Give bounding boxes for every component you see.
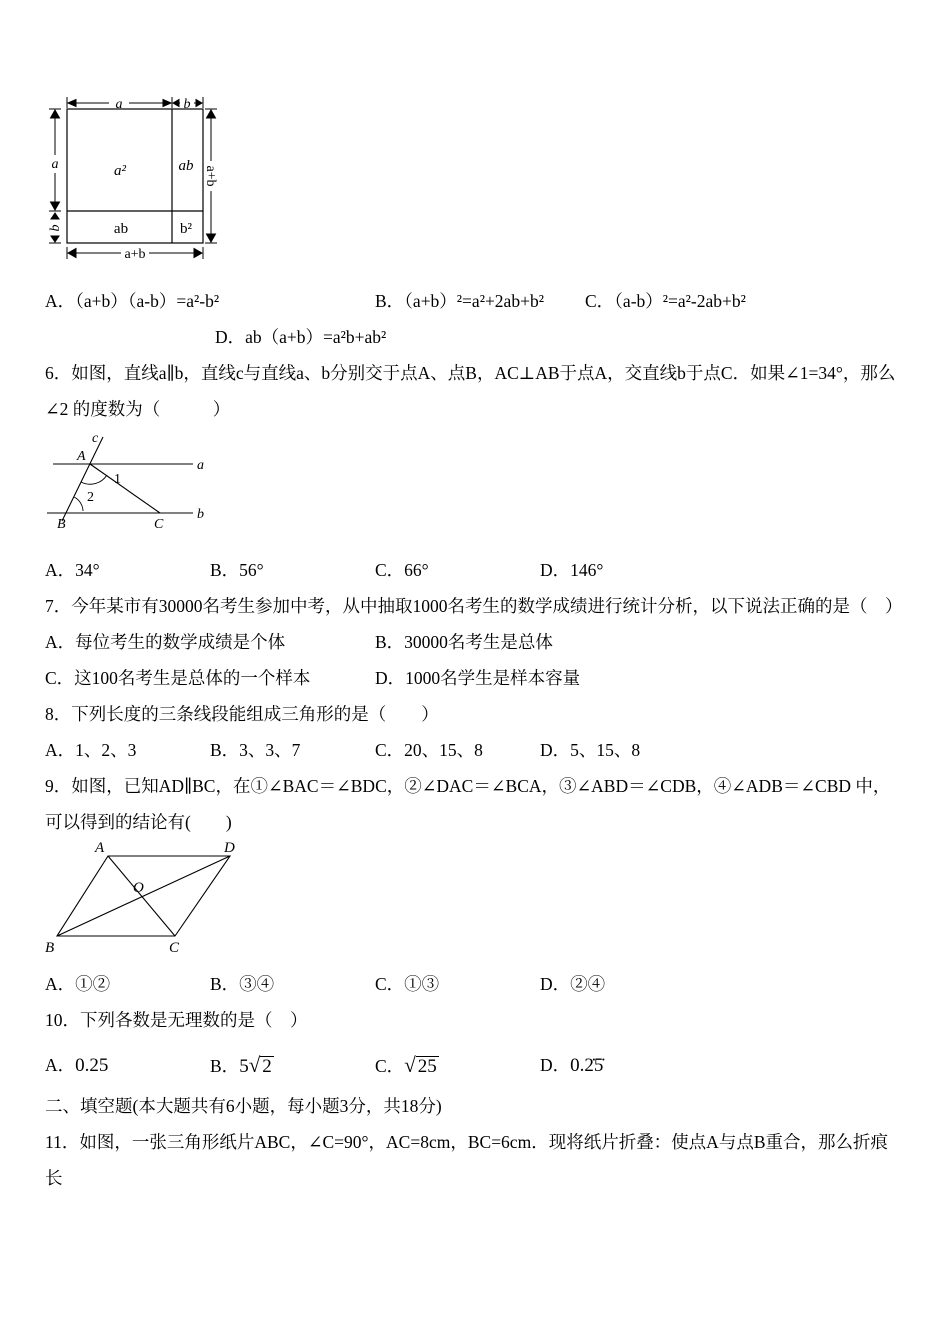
dim-left-a: a <box>51 157 59 172</box>
cell-labels <box>114 158 194 237</box>
option-label: C． <box>375 1056 405 1076</box>
cell-ab-column: ab <box>178 158 194 174</box>
q10-option-d <box>540 1042 603 1089</box>
q9-option-d: D．②④ <box>540 974 606 994</box>
radical-expression <box>404 1053 439 1077</box>
figure-parallelogram <box>45 840 905 958</box>
q10-option-b <box>210 1042 274 1090</box>
q5-option-c: C．（a-b）²=a²-2ab+b² <box>585 291 746 311</box>
q7-option-d: D．1000名学生是样本容量 <box>375 668 581 688</box>
dim-top-a: a <box>115 97 123 112</box>
cell-a-squared: a² <box>114 163 126 179</box>
cell-ab-row: ab <box>113 221 129 237</box>
algebra-square-svg <box>45 95 220 267</box>
radical-sign: √ <box>248 1053 261 1077</box>
radicand: 25 <box>417 1056 437 1077</box>
q7-option-c: C．这100名考生是总体的一个样本 <box>45 668 311 688</box>
figure-parallel-lines <box>45 431 905 536</box>
question-7-text: 7．今年某市有30000名考生参加中考，从中抽取1000名考生的数学成绩进行统计分析，以下说法正确的是（ ） <box>45 596 903 616</box>
q8-option-a: A．1、2、3 <box>45 740 137 760</box>
q5-option-a: A．（a+b）（a-b）=a²-b² <box>45 291 220 311</box>
q5-option-d-row <box>45 319 905 355</box>
q9-option-c: C．①③ <box>375 974 440 994</box>
radicand: 2 <box>262 1056 272 1077</box>
dim-right-ab: a+b <box>203 165 218 187</box>
question-11-text: 11．如图，一张三角形纸片ABC，∠C=90°，AC=8cm，BC=6cm．现将纸片折叠：使点A与点B重合，那么折痕长 <box>45 1132 888 1188</box>
question-8-text: 8．下列长度的三条线段能组成三角形的是（ ） <box>45 704 439 724</box>
label-line-c: c <box>92 431 99 446</box>
q8-options-row <box>45 732 905 768</box>
q10-option-a <box>45 1042 108 1089</box>
label-angle-1: 1 <box>114 472 121 487</box>
q8-option-b: B．3、3、7 <box>210 740 301 760</box>
label-point-C: C <box>169 940 180 956</box>
option-value: 0.25 <box>75 1055 109 1076</box>
parallelogram-shape <box>57 856 230 936</box>
q7-options-row-2 <box>45 660 905 696</box>
q8-option-c: C．20、15、8 <box>375 740 483 760</box>
option-label: B． <box>210 1056 240 1076</box>
q9-options-row <box>45 966 905 1002</box>
radical-sign: √ <box>404 1053 416 1077</box>
q7-options-row-1 <box>45 624 905 660</box>
q7-option-a: A．每位考生的数学成绩是个体 <box>45 632 286 652</box>
section-2-header: 二、填空题(本大题共有6小题，每小题3分，共18分) <box>45 1096 442 1116</box>
question-9-text: 9．如图，已知AD∥BC，在①∠BAC＝∠BDC，②∠DAC＝∠BCA，③∠ABD＝∠CDB，④∠ADB＝∠CBD 中，可以得到的结论有( ) <box>45 776 891 832</box>
q9-option-a: A．①② <box>45 974 111 994</box>
figure-labels <box>57 431 204 532</box>
label-line-b: b <box>197 507 204 522</box>
label-angle-2: 2 <box>87 490 94 505</box>
figure-algebra-square <box>45 95 905 267</box>
q6-option-a: A．34° <box>45 560 100 580</box>
label-point-B: B <box>57 517 66 532</box>
q6-options-row <box>45 552 905 588</box>
q5-options-row <box>45 283 905 319</box>
q10-options-row <box>45 1042 905 1088</box>
q9-option-b: B．③④ <box>210 974 275 994</box>
q7-option-b: B．30000名考生是总体 <box>375 632 553 652</box>
q5-option-d: D．ab（a+b）=a²b+ab² <box>215 327 387 347</box>
option-label: A． <box>45 1055 76 1075</box>
cell-b-squared: b² <box>180 221 192 237</box>
question-6-text: 6．如图，直线a∥b，直线c与直线a、b分别交于点A、点B，AC⊥AB于点A，交直线b于点C．如果∠1=34°，那么∠2 的度数为（ ） <box>45 363 896 419</box>
label-point-A: A <box>77 449 86 464</box>
label-point-O: O <box>133 880 144 896</box>
dim-top-b: b <box>183 97 191 112</box>
q6-option-c: C．66° <box>375 560 429 580</box>
dim-left-b: b <box>48 224 63 232</box>
label-point-C: C <box>154 517 164 532</box>
option-label: D． <box>540 1055 571 1075</box>
label-line-a: a <box>197 458 204 473</box>
parallel-lines-svg <box>45 431 255 536</box>
radical-expression <box>248 1053 274 1077</box>
q6-option-b: B．56° <box>210 560 264 580</box>
label-point-B: B <box>45 940 55 956</box>
question-10-text: 10．下列各数是无理数的是（ ） <box>45 1010 308 1030</box>
dimension-labels <box>48 97 218 262</box>
q10-option-c <box>375 1042 439 1089</box>
label-point-D: D <box>224 840 235 856</box>
dim-bottom-ab: a+b <box>124 247 146 262</box>
label-point-A: A <box>95 840 105 856</box>
parallelogram-svg <box>45 840 260 958</box>
option-coefficient: 5 <box>239 1056 249 1077</box>
q8-option-d: D．5、15、8 <box>540 740 641 760</box>
q6-option-d: D．146° <box>540 560 604 580</box>
q5-option-b: B．（a+b）²=a²+2ab+b² <box>375 291 544 311</box>
option-value: 0.2̇5̇ <box>570 1055 604 1076</box>
